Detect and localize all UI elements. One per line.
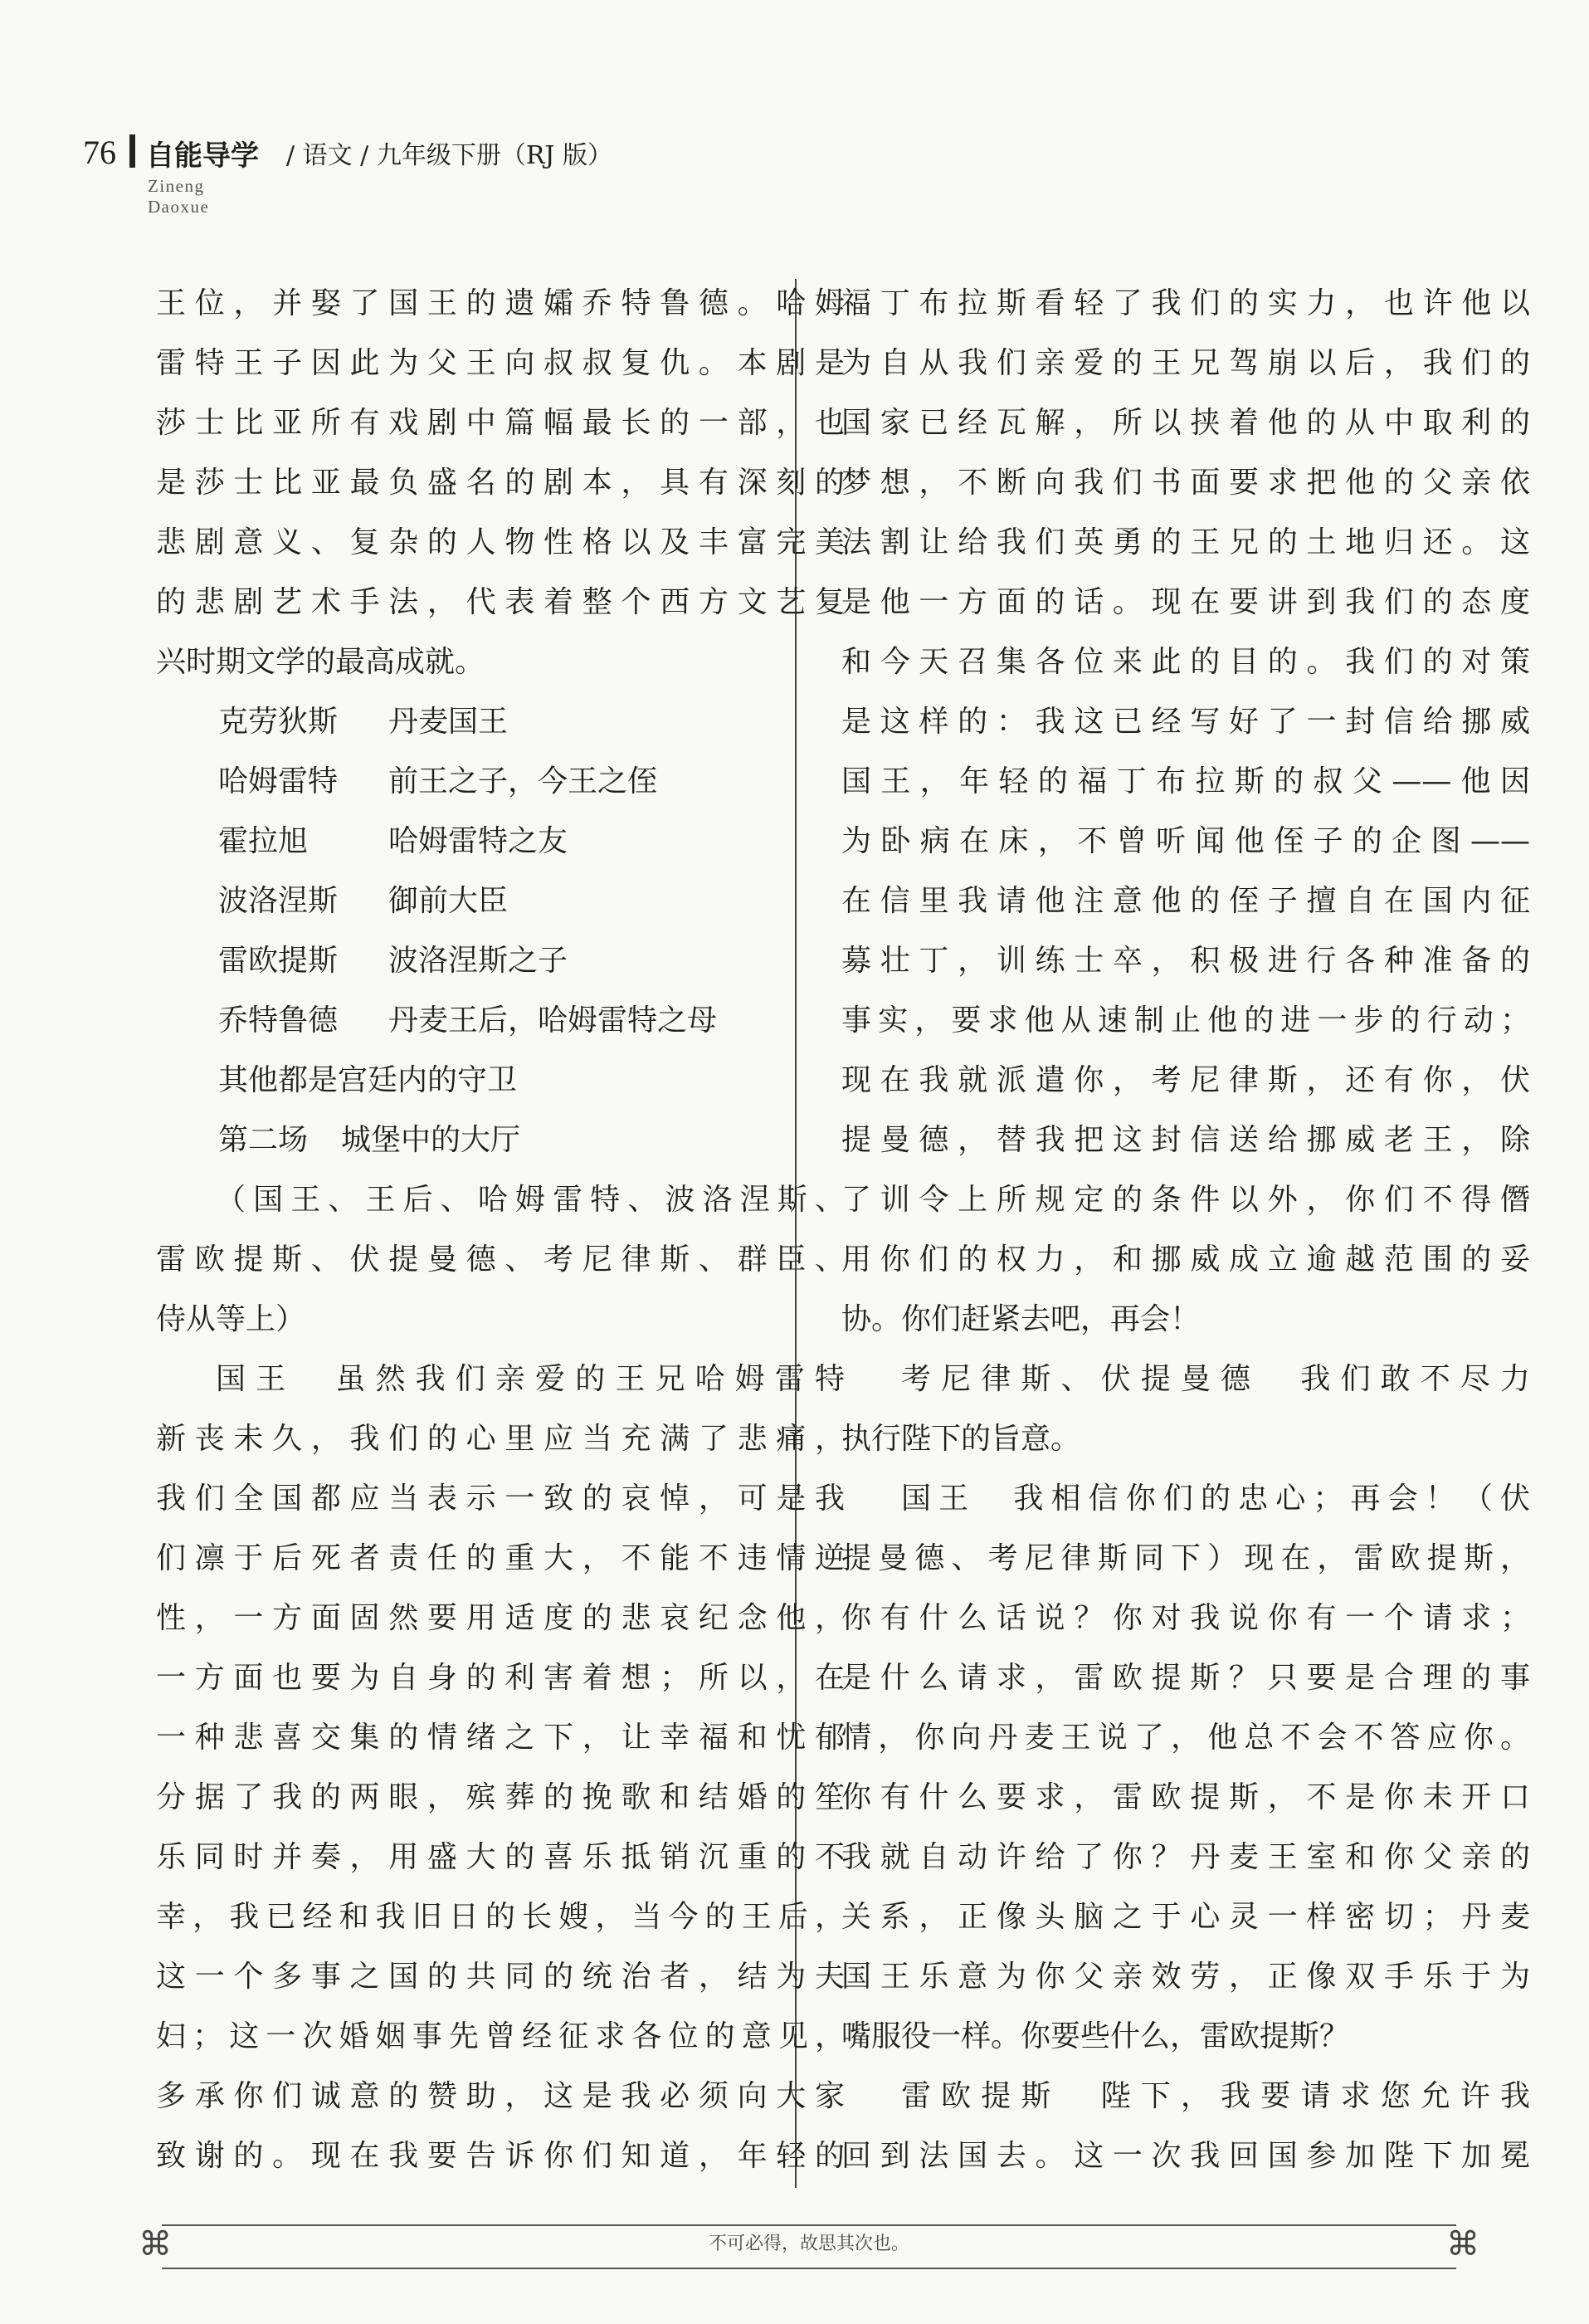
stage-direction-line: 侍从等上） (156, 1302, 306, 1336)
speech-line: 执行陛下的旨意。 (841, 1422, 1081, 1456)
cast-name: 雷欧提斯 (218, 944, 339, 978)
breadcrumb: / 语文 / 九年级下册（RJ 版） (286, 141, 612, 170)
stage-direction-line: 雷欧提斯、伏提曼德、考尼律斯、群臣、 (156, 1243, 845, 1277)
cast-entry (156, 991, 845, 1051)
speech-line: 乐同时并奏，用盛大的喜乐抵销沉重的不 (156, 1840, 845, 1874)
speech-line: 关系，正像头脑之于心灵一样密切；丹麦 (841, 1900, 1530, 1934)
brand-title: 自能导学 (146, 139, 259, 173)
speech-line: 一种悲喜交集的情绪之下，让幸福和忧郁 (156, 1721, 845, 1755)
cast-role: 御前大臣 (388, 884, 509, 918)
scroll-ornament-icon: ⌘ (1446, 2225, 1479, 2263)
speech-line: 新丧未久，我们的心里应当充满了悲痛， (156, 1422, 845, 1456)
scene-number: 第二场 (218, 1123, 309, 1157)
speech-line: 你有什么话说？你对我说你有一个请求； (841, 1601, 1530, 1635)
speech-line: 提曼德、考尼律斯同下）现在，雷欧提斯， (841, 1541, 1530, 1575)
speech-line: 妇；这一次婚姻事先曾经征求各位的意见， (156, 2019, 845, 2053)
page-footer (139, 2218, 1479, 2276)
cast-role: 哈姆雷特之友 (388, 824, 568, 858)
speech-line: 法割让给我们英勇的王兄的土地归还。这 (841, 525, 1530, 559)
speech-line: 是什么请求，雷欧提斯？只要是合理的事 (841, 1661, 1530, 1695)
cast-name: 乔特鲁德 (218, 1003, 339, 1038)
cast-entry (156, 931, 845, 991)
speech-line: 多承你们诚意的赞助，这是我必须向大家 (156, 2079, 845, 2113)
intro-line: 雷特王子因此为父王向叔叔复仇。本剧是 (156, 346, 845, 380)
intro-line: 兴时期文学的最高成就。 (156, 645, 485, 679)
speech-line: 提曼德，替我把这封信送给挪威老王，除 (841, 1123, 1530, 1157)
speech-line: 用你们的权力，和挪威成立逾越范围的妥 (841, 1243, 1530, 1277)
scene-heading (156, 1111, 845, 1170)
scroll-ornament-icon: ⌘ (139, 2225, 172, 2263)
speech-line: 国王乐意为你父亲效劳，正像双手乐于为 (841, 1960, 1530, 1994)
cast-role: 丹麦王后，哈姆雷特之母 (388, 1003, 718, 1038)
header-bar (129, 134, 135, 168)
speech-line: 考尼律斯、伏提曼德 我们敢不尽力 (901, 1362, 1530, 1396)
speech-line: 国王，年轻的福丁布拉斯的叔父——他因 (841, 764, 1530, 798)
scene-place: 城堡中的大厅 (341, 1123, 521, 1157)
speech-line: 是这样的：我这已经写好了一封信给挪威 (841, 705, 1530, 739)
cast-name: 克劳狄斯 (218, 705, 339, 739)
intro-line: 的悲剧艺术手法，代表着整个西方文艺复 (156, 585, 845, 619)
cast-name: 霍拉旭 (218, 824, 309, 858)
speech-line: 致谢的。现在我要告诉你们知道，年轻的 (156, 2139, 845, 2173)
speech-line: 嘴服役一样。你要些什么，雷欧提斯？ (841, 2019, 1350, 2053)
intro-line: 是莎士比亚最负盛名的剧本，具有深刻的 (156, 466, 845, 500)
speech-line: 这一个多事之国的共同的统治者，结为夫 (156, 1960, 845, 1994)
speech-line: 募壮丁，训练士卒，积极进行各种准备的 (841, 944, 1530, 978)
cast-entry (156, 812, 845, 872)
speech-line: 回到法国去。这一次我回国参加陛下加冕 (841, 2139, 1530, 2173)
cast-name: 波洛涅斯 (218, 884, 339, 918)
speech-line: 事实，要求他从速制止他的进一步的行动； (841, 1003, 1530, 1038)
stage-direction-line: （国王、王后、哈姆雷特、波洛涅斯、 (216, 1183, 845, 1217)
speech-line: 国王 我相信你们的忠心；再会！（伏 (901, 1482, 1530, 1516)
speech-line: 现在我就派遣你，考尼律斯，还有你，伏 (841, 1063, 1530, 1097)
speech-line: 你有什么要求，雷欧提斯，不是你未开口 (841, 1780, 1530, 1814)
speech-line: 协。你们赶紧去吧，再会！ (841, 1302, 1201, 1336)
cast-note: 其他都是宫廷内的守卫 (218, 1063, 518, 1097)
intro-line: 莎士比亚所有戏剧中篇幅最长的一部，也 (156, 406, 845, 440)
speech-line: 为自从我们亲爱的王兄驾崩以后，我们的 (841, 346, 1530, 380)
speech-line: 福丁布拉斯看轻了我们的实力，也许他以 (841, 286, 1530, 320)
intro-line: 悲剧意义、复杂的人物性格以及丰富完美 (156, 525, 845, 559)
speech-line: 分据了我的两眼，殡葬的挽歌和结婚的笙 (156, 1780, 845, 1814)
cast-role: 波洛涅斯之子 (388, 944, 568, 978)
cast-role: 丹麦国王 (388, 705, 509, 739)
speech-line: 为卧病在床，不曾听闻他侄子的企图—— (841, 824, 1530, 858)
speech-line: 是他一方面的话。现在要讲到我们的态度 (841, 585, 1530, 619)
speech-line: 幸，我已经和我旧日的长嫂，当今的王后， (156, 1900, 845, 1934)
brand-pinyin: Zineng Daoxue (148, 176, 210, 217)
page-number: 76 (83, 134, 116, 171)
speech-line: 我就自动许给了你？丹麦王室和你父亲的 (841, 1840, 1530, 1874)
footer-motto: 不可必得，故思其次也。 (708, 2234, 909, 2254)
cast-name: 哈姆雷特 (218, 764, 339, 798)
speech-line: 我们全国都应当表示一致的哀悼，可是我 (156, 1482, 845, 1516)
speech-line: 们凛于后死者责任的重大，不能不违情逆 (156, 1541, 845, 1575)
left-column (156, 274, 845, 2186)
cast-role: 前王之子，今王之侄 (388, 764, 658, 798)
speech-line: 国家已经瓦解，所以挟着他的从中取利的 (841, 406, 1530, 440)
cast-entry (156, 872, 845, 931)
right-column (841, 274, 1530, 2186)
speech-line: 了训令上所规定的条件以外，你们不得僭 (841, 1183, 1530, 1217)
speech-line: 情，你向丹麦王说了，他总不会不答应你。 (841, 1721, 1530, 1755)
speech-line: 在信里我请他注意他的侄子擅自在国内征 (841, 884, 1530, 918)
speech-line: 梦想，不断向我们书面要求把他的父亲依 (841, 466, 1530, 500)
speech-line: 一方面也要为自身的利害着想；所以，在 (156, 1661, 845, 1695)
speech-line: 雷欧提斯 陛下，我要请求您允许我 (901, 2079, 1530, 2113)
cast-entry (156, 752, 845, 812)
speech-line: 性，一方面固然要用适度的悲哀纪念他， (156, 1601, 845, 1635)
speech-line: 国王 虽然我们亲爱的王兄哈姆雷特 (216, 1362, 845, 1396)
intro-line: 王位，并娶了国王的遗孀乔特鲁德。哈姆 (156, 286, 845, 320)
speech-line: 和今天召集各位来此的目的。我们的对策 (841, 645, 1530, 679)
cast-entry (156, 692, 845, 752)
